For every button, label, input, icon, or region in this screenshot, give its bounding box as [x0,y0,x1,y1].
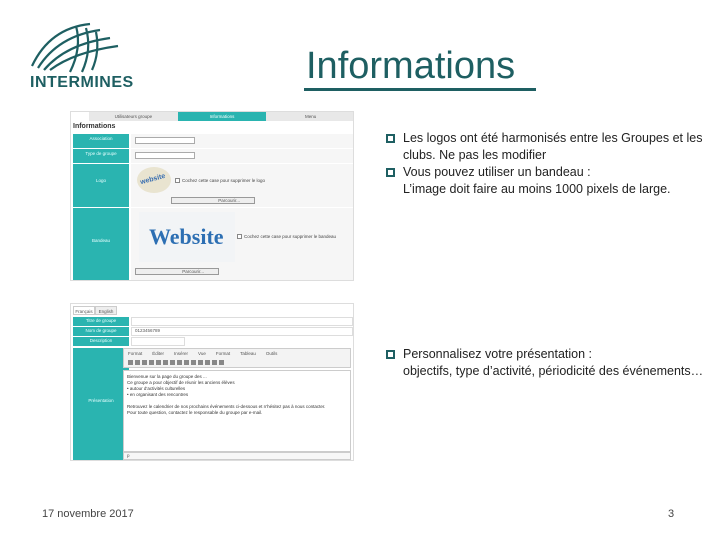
editor-line: • autour d’activités culturelles [127,386,186,391]
bullet-square-icon [386,168,395,177]
row-label-bandeau: Bandeau [73,208,129,280]
row-label-logo: Logo [73,164,129,207]
menu-item[interactable]: Format [128,351,143,356]
editor-line: Bienvenue sur la page du groupe des ... [127,374,207,379]
bullet-line: objectifs, type d’activité, périodicité des événements… [403,364,704,378]
editor-formatting-icons [128,360,224,365]
association-select[interactable] [135,137,195,144]
menu-item[interactable]: Tableau [240,351,256,356]
outdent-icon[interactable] [198,360,203,365]
italic-icon[interactable] [149,360,154,365]
link-icon[interactable] [212,360,217,365]
menu-item[interactable]: Vue [198,351,206,356]
editor-line: • en organisant des rencontres [127,392,189,397]
row-label-title: Titre de groupe [73,317,129,326]
row-value-title [131,317,353,326]
editor-line: Ce groupe a pour objectif de réunir les anciens élèves [127,380,235,385]
align-right-icon[interactable] [170,360,175,365]
bold-icon[interactable] [142,360,147,365]
redo-icon[interactable] [135,360,140,365]
tab-francais[interactable]: Français [73,306,95,315]
bullet-line: Personnalisez votre présentation : [403,347,592,361]
undo-icon[interactable] [128,360,133,365]
row-value-bandeau [131,208,353,280]
indent-icon[interactable] [205,360,210,365]
editor-menubar [128,351,277,356]
bullet-line: clubs. Ne pas les modifier [403,148,547,162]
intermines-logo-mark [20,18,130,78]
editor-toolbar [123,348,351,368]
logo-text: INTERMINES [30,74,134,91]
image-icon[interactable] [219,360,224,365]
bullet-line: Les logos ont été harmonisés entre les Groupes et les [403,131,703,145]
delete-banner-checkbox[interactable] [237,234,242,239]
browse-logo-button[interactable]: Parcourir... [171,197,255,204]
row-label-association: Association [73,134,129,148]
settings-tabs [89,112,354,121]
menu-item[interactable]: Insérer [174,351,189,356]
bullet-list-icon[interactable] [184,360,189,365]
settings-heading: Informations [73,123,116,130]
editor-line: Pour toute question, contactez le responsable du groupe par e-mail. [127,410,263,415]
tab-english[interactable]: English [95,306,117,315]
banner-text: Website [149,224,224,249]
browse-banner-button[interactable]: Parcourir... [135,268,219,275]
editor-statusbar: p [123,452,351,460]
row-label-name: Nom de groupe [73,327,129,336]
language-tabs [73,306,117,315]
justify-icon[interactable] [177,360,182,365]
align-left-icon[interactable] [156,360,161,365]
description-field[interactable] [131,337,185,346]
screenshot-presentation-editor [70,303,354,461]
menu-item[interactable]: Éditer [152,351,165,356]
menu-item[interactable]: Outils [265,351,278,356]
title-underline [304,88,536,91]
row-label-description: Description [73,337,129,346]
bullet-list-bottom [386,346,703,380]
tab-users[interactable]: Utilisateurs groupe [114,114,153,119]
banner-preview-image [139,212,235,262]
page-number: 3 [668,508,675,520]
delete-logo-checkbox[interactable] [175,178,180,183]
tab-menu[interactable]: Menu [305,114,317,119]
row-value-association [131,134,353,148]
bullet-square-icon [386,350,395,359]
align-center-icon[interactable] [163,360,168,365]
delete-logo-label: Cochez cette case pour supprimer le logo [182,178,266,183]
intermines-logo [20,18,134,98]
slide-title: Informations [306,45,516,87]
numbered-list-icon[interactable] [191,360,196,365]
bullet-square-icon [386,134,395,143]
footer-date: 17 novembre 2017 [42,508,134,520]
bullet-list-top [386,130,702,198]
row-label-type: Type de groupe [73,149,129,163]
screenshot-group-settings [70,111,354,281]
bullet-item [386,164,702,198]
bullet-item [386,130,702,164]
row-label-presentation: Présentation [73,348,129,460]
tab-informations[interactable]: Informations [178,112,267,121]
group-type-select[interactable] [135,152,195,159]
menu-item[interactable]: Format [215,351,231,356]
bullet-line: Vous pouvez utiliser un bandeau : [403,165,591,179]
row-value-logo [131,164,353,207]
bullet-line: L’image doit faire au moins 1000 pixels de large. [403,182,671,196]
logo-preview-image [137,167,171,193]
sticker-text: website [139,172,167,187]
row-value-type [131,149,353,163]
editor-content[interactable] [123,370,351,452]
phone-field[interactable]: 0123456789 [131,327,353,336]
delete-banner-label: Cochez cette case pour supprimer le bandeau [244,234,337,239]
editor-line: Retrouvez le calendrier de nos prochains événements ci-dessous et n’hésitez pas à nous contacter. [127,404,326,409]
bullet-item [386,346,703,380]
